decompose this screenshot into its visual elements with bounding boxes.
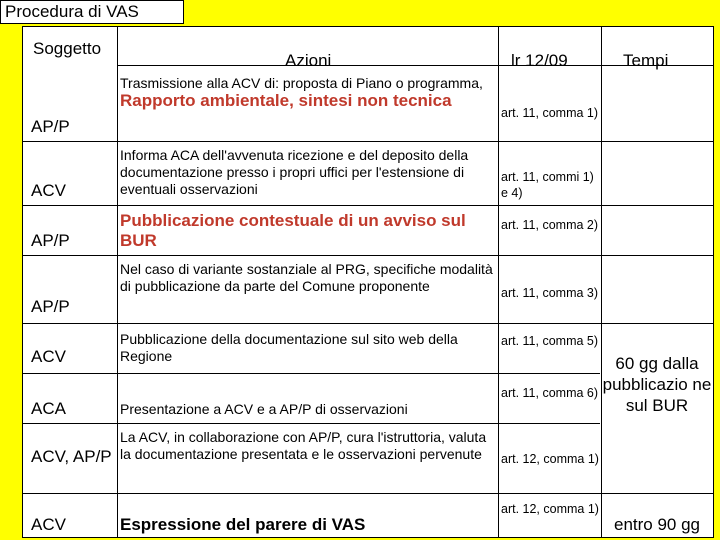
row-divider (23, 423, 600, 424)
row-ref: art. 11, comma 6) (501, 386, 599, 400)
row-azione: Informa ACA dell'avvenuta ricezione e del deposito della documentazione presso i propri uffici per l'estensione di eventuali osservazioni (120, 147, 469, 197)
header-azioni: Azioni (285, 51, 332, 70)
row-azione: Pubblicazione della documentazione sul sito web della Regione (120, 331, 458, 364)
row-azione: Presentazione a ACV e a AP/P di osservazioni (120, 401, 408, 417)
header-lr: lr 12/09 (511, 51, 568, 70)
row-azione: Nel caso di variante sostanziale al PRG, specifiche modalità di pubblicazione da parte del Comune proponente (120, 261, 493, 294)
row-divider (23, 205, 713, 206)
row-azione: La ACV, in collaborazione con AP/P, cura l'istruttoria, valuta la documentazione presentata e le osservazioni pervenute (120, 429, 487, 462)
procedure-table (22, 26, 714, 538)
row-divider (23, 493, 713, 494)
row-soggetto: ACA (31, 399, 66, 418)
row-divider (23, 373, 600, 374)
row-azione: Pubblicazione contestuale di un avviso sul BUR (120, 211, 466, 250)
row-ref: art. 12, comma 1) (501, 502, 599, 516)
slide-title: Procedura di VAS (0, 0, 184, 24)
row-soggetto: AP/P (31, 297, 70, 316)
row-soggetto: AP/P (31, 231, 70, 250)
header-tempi: Tempi (623, 51, 669, 70)
row-azione: Trasmissione alla ACV di: proposta di Piano o programma, Rapporto ambientale, sintesi non tecnica (120, 75, 483, 110)
row-soggetto: ACV, AP/P (31, 447, 112, 466)
row-divider (23, 141, 713, 142)
column-divider (498, 26, 499, 537)
tempi-pubblicazione: 60 gg dalla pubblicazio ne sul BUR (602, 354, 712, 415)
row-soggetto: ACV (31, 347, 66, 366)
row-divider (23, 323, 713, 324)
row-ref: art. 12, comma 1) (501, 452, 599, 466)
row-soggetto: ACV (31, 181, 66, 200)
row-ref: art. 11, comma 2) (501, 218, 599, 232)
column-divider (601, 26, 602, 537)
header-divider (117, 65, 713, 66)
row-azione: Espressione del parere di VAS (120, 515, 366, 534)
row-soggetto: ACV (31, 515, 66, 534)
row-soggetto: AP/P (31, 117, 70, 136)
header-soggetto: Soggetto (33, 39, 102, 58)
row-divider (23, 255, 713, 256)
row-ref: art. 11, comma 1) (501, 106, 599, 120)
row-ref: art. 11, comma 5) (501, 334, 599, 348)
row-ref: art. 11, commi 1) e 4) (501, 170, 594, 200)
tempi-parere: entro 90 gg (613, 515, 700, 534)
row-ref: art. 11, comma 3) (501, 286, 599, 300)
